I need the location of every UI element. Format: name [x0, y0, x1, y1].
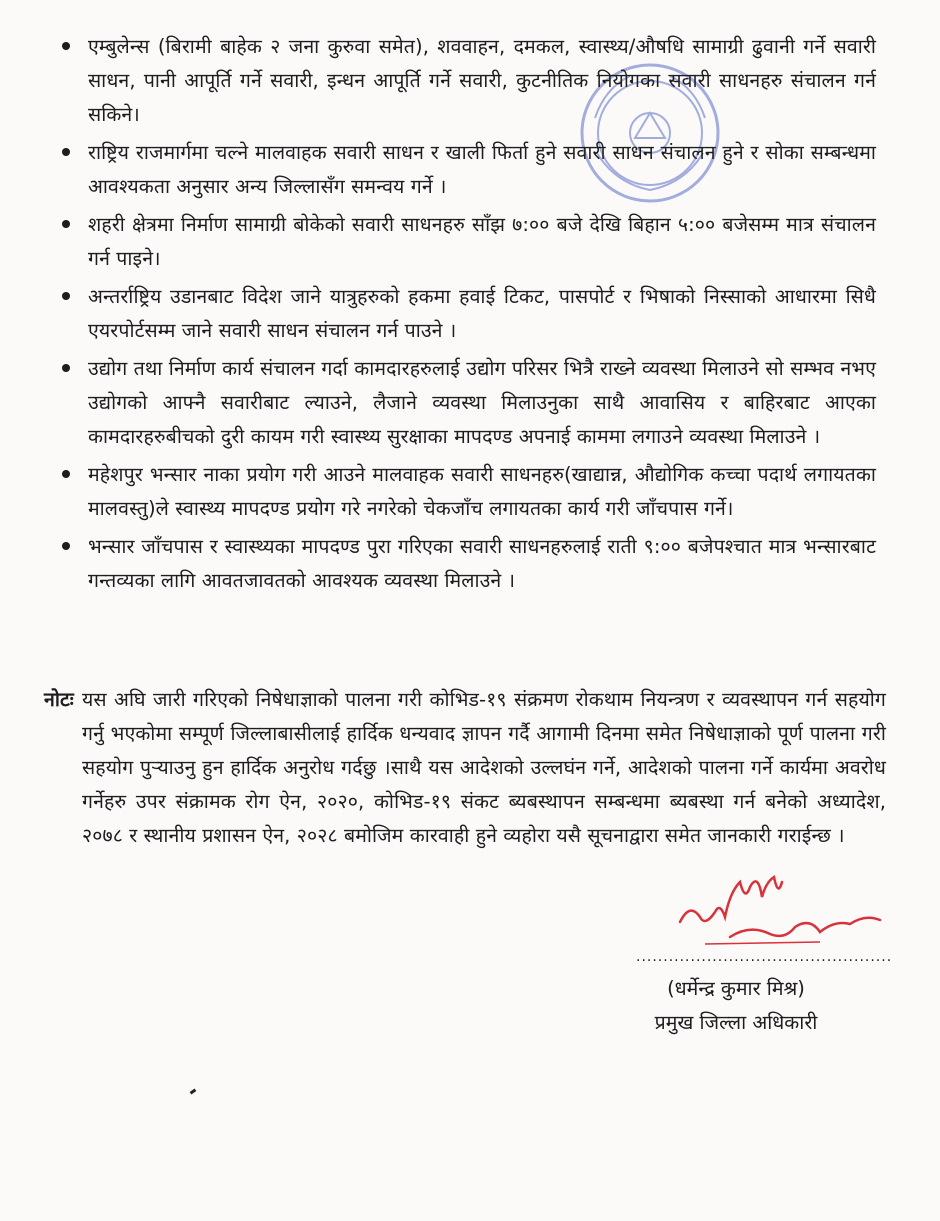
bullet-text: उद्योग तथा निर्माण कार्य संचालन गर्दा कामदारहरुलाई उद्योग परिसर भित्रै राख्ने व्यवस्था मिलाउने सो सम्भव नभए उद्योगको आफ्नै सवारीबाट ल्याउने, लैजाने व्यवस्था मिलाउनुका साथै आवासिय र बाहिरबाट आएका कामदारहरुबीचको दुरी कायम गरी स्वास्थ्य सुरक्षाका मापदण्ड अपनाई काममा लगाउने व्यवस्था मिलाउने । — [88, 357, 876, 448]
bullet-list — [56, 30, 876, 602]
bullet-dot-icon — [62, 220, 70, 228]
bullet-item — [56, 280, 876, 348]
bullet-dot-icon — [62, 42, 70, 50]
note-text: यस अघि जारी गरिएको निषेधाज्ञाको पालना गरी कोभिड-१९ संक्रमण रोकथाम नियन्त्रण र व्यवस्थापन गर्न सहयोग गर्नु भएकोमा सम्पूर्ण जिल्लाबासीलाई हार्दिक धन्यवाद ज्ञापन गर्दै आगामी दिनमा समेत निषेधाज्ञाको पूर्ण पालना गरी सहयोग पुऱ्याउनु हुन हार्दिक अनुरोध गर्दछु ।साथै यस आदेशको उल्लघंन गर्ने, आदेशको पालना गर्ने कार्यमा अवरोध गर्नेहरु उपर संक्रामक रोग ऐन, २०२०, कोभिड-१९ संकट ब्यबस्थापन सम्बन्धमा ब्यबस्था गर्न बनेको अध्यादेश, २०७८ र स्थानीय प्रशासन ऐन, २०२८ बमोजिम कारवाही हुने व्यहोरा यसै सूचनाद्वारा समेत जानकारी गराईन्छ । — [82, 688, 886, 847]
note-paragraph — [44, 683, 886, 853]
bullet-text: एम्बुलेन्स (बिरामी बाहेक २ जना कुरुवा समेत), शववाहन, दमकल, स्वास्थ्य/औषधि सामाग्री ढुवानी गर्ने सवारी साधन, पानी आपूर्ति गर्ने सवारी, इन्धन आपूर्ति गर्ने सवारी, कुटनीतिक नियोगका सवारी साधनहरु संचालन गर्न सकिने। — [88, 35, 876, 126]
bullet-dot-icon — [62, 148, 70, 156]
signatory-name: (धर्मेन्द्र कुमार मिश्र) — [667, 977, 805, 1000]
bullet-item — [56, 458, 876, 526]
bullet-item — [56, 352, 876, 454]
bullet-item — [56, 30, 876, 132]
bullet-dot-icon — [62, 364, 70, 372]
bullet-item — [56, 208, 876, 276]
signature-block — [636, 948, 893, 1040]
handwritten-signature — [670, 862, 890, 952]
note-label: नोटः — [44, 688, 74, 711]
bullet-dot-icon — [62, 542, 70, 550]
ink-speck — [190, 1089, 197, 1095]
bullet-text: महेशपुर भन्सार नाका प्रयोग गरी आउने मालवाहक सवारी साधनहरु(खाद्यान्न, औद्योगिक कच्चा पदार्थ लगायतका मालवस्तु)ले स्वास्थ्य मापदण्ड प्रयोग गरे नगरेको चेकजाँच लगायतका कार्य गरी जाँचपास गर्ने। — [88, 463, 876, 520]
bullet-text: राष्ट्रिय राजमार्गमा चल्ने मालवाहक सवारी साधन र खाली फिर्ता हुने सवारी साधन संचालन हुने र सोका सम्बन्धमा आवश्यकता अनुसार अन्य जिल्लासँग समन्वय गर्ने । — [88, 141, 876, 198]
bullet-text: भन्सार जाँचपास र स्वास्थ्यका मापदण्ड पुरा गरिएका सवारी साधनहरुलाई राती ९:०० बजेपश्चात मात्र भन्सारबाट गन्तव्यका लागि आवतजावतको आवश्यक व्यवस्था मिलाउने । — [88, 535, 876, 592]
bullet-item — [56, 530, 876, 598]
bullet-text: शहरी क्षेत्रमा निर्माण सामाग्री बोकेको सवारी साधनहरु साँझ ७:०० बजे देखि बिहान ५:०० बजेसम्म मात्र संचालन गर्न पाइने। — [88, 213, 876, 270]
bullet-item — [56, 136, 876, 204]
signatory-title: प्रमुख जिल्ला अधिकारी — [654, 1011, 818, 1034]
signature-line: ............................................... — [636, 949, 893, 965]
bullet-dot-icon — [62, 292, 70, 300]
bullet-dot-icon — [62, 470, 70, 478]
bullet-text: अन्तर्राष्ट्रिय उडानबाट विदेश जाने यात्रुहरुको हकमा हवाई टिकट, पासपोर्ट र भिषाको निस्साको आधारमा सिधै एयरपोर्टसम्म जाने सवारी साधन संचालन गर्न पाउने । — [88, 285, 876, 342]
